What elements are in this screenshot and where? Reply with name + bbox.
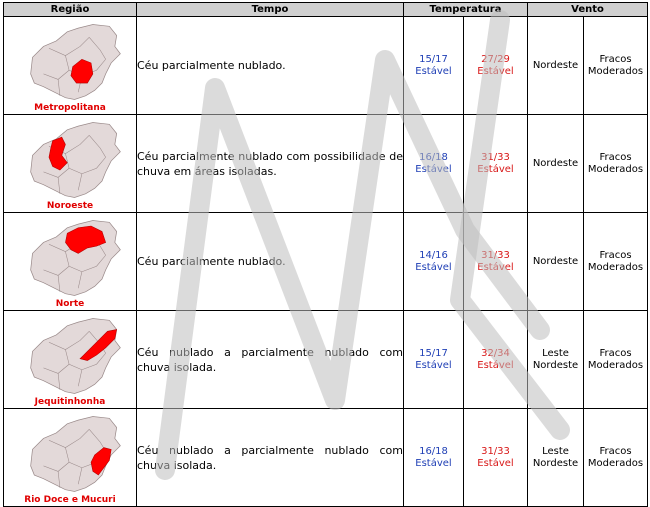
table-row [4,115,648,213]
wind-direction-line: Nordeste [532,359,579,371]
header-regiao: Região [4,3,137,17]
region-cell [4,409,137,507]
wind-intensity-line: Fracos [599,151,632,163]
table-row [4,311,648,409]
weather-description: Céu nublado a parcialmente nublado com chuva isolada. [137,409,404,507]
min-temperature-trend: Estável [415,261,452,273]
min-temperature-trend: Estável [415,359,452,371]
table-row [4,409,648,507]
min-temperature-cell [404,311,464,409]
max-temperature: 27/29 [481,53,510,65]
min-temperature: 14/16 [419,249,448,261]
wind-intensity-line: Moderados [587,163,644,175]
max-temperature: 31/33 [481,249,510,261]
minas-gerais-map-noroeste-icon [9,117,131,203]
table-row [4,213,648,311]
min-temperature-trend: Estável [415,163,452,175]
max-temperature: 31/33 [481,445,510,457]
wind-intensity-line: Fracos [599,445,632,457]
wind-intensity-line: Fracos [599,53,632,65]
region-cell [4,17,137,115]
forecast-table [3,2,648,507]
header-vento: Vento [528,3,648,17]
minas-gerais-map-rio-doce-mucuri-icon [9,411,131,497]
wind-direction-cell [528,115,584,213]
region-cell [4,213,137,311]
wind-direction-cell [528,213,584,311]
wind-intensity-line: Moderados [587,261,644,273]
table-row [4,17,648,115]
header-tempo: Tempo [137,3,404,17]
wind-direction-cell [528,311,584,409]
max-temperature-cell [464,213,528,311]
max-temperature-trend: Estável [477,65,514,77]
weather-description: Céu nublado a parcialmente nublado com chuva isolada. [137,311,404,409]
min-temperature-trend: Estável [415,65,452,77]
min-temperature: 16/18 [419,445,448,457]
minas-gerais-map-metropolitana-icon [9,19,131,105]
region-name: Norte [55,299,85,309]
wind-intensity-line: Fracos [599,347,632,359]
wind-intensity-line: Moderados [587,65,644,77]
max-temperature: 31/33 [481,151,510,163]
header-row [4,3,648,17]
wind-intensity-line: Moderados [587,457,644,469]
max-temperature-cell [464,17,528,115]
weather-description: Céu parcialmente nublado com possibilidade de chuva em áreas isoladas. [137,115,404,213]
max-temperature-trend: Estável [477,457,514,469]
wind-direction-line: Leste [542,445,569,457]
minas-gerais-map-norte-icon [9,215,131,301]
min-temperature-cell [404,17,464,115]
min-temperature: 15/17 [419,53,448,65]
wind-intensity-cell [584,115,648,213]
wind-direction-cell [528,17,584,115]
wind-intensity-cell [584,409,648,507]
wind-direction-line: Leste [542,347,569,359]
wind-intensity-line: Fracos [599,249,632,261]
min-temperature-cell [404,409,464,507]
wind-intensity-cell [584,17,648,115]
min-temperature-trend: Estável [415,457,452,469]
weather-description: Céu parcialmente nublado. [137,17,404,115]
region-cell [4,115,137,213]
wind-direction-line: Nordeste [532,255,579,267]
wind-direction-line: Nordeste [532,457,579,469]
min-temperature-cell [404,213,464,311]
min-temperature-cell [404,115,464,213]
max-temperature-cell [464,311,528,409]
max-temperature-cell [464,409,528,507]
region-name: Jequitinhonha [34,397,106,407]
minas-gerais-map-jequitinhonha-icon [9,313,131,399]
max-temperature: 32/34 [481,347,510,359]
max-temperature-cell [464,115,528,213]
wind-intensity-cell [584,311,648,409]
region-cell [4,311,137,409]
region-name: Metropolitana [34,103,106,113]
wind-direction-line: Nordeste [532,157,579,169]
max-temperature-trend: Estável [477,261,514,273]
region-name: Rio Doce e Mucuri [24,495,116,505]
region-name: Noroeste [46,201,94,211]
wind-intensity-line: Moderados [587,359,644,371]
max-temperature-trend: Estável [477,359,514,371]
wind-direction-line: Nordeste [532,59,579,71]
max-temperature-trend: Estável [477,163,514,175]
header-temperatura: Temperatura [404,3,528,17]
min-temperature: 16/18 [419,151,448,163]
min-temperature: 15/17 [419,347,448,359]
wind-direction-cell [528,409,584,507]
wind-intensity-cell [584,213,648,311]
weather-description: Céu parcialmente nublado. [137,213,404,311]
